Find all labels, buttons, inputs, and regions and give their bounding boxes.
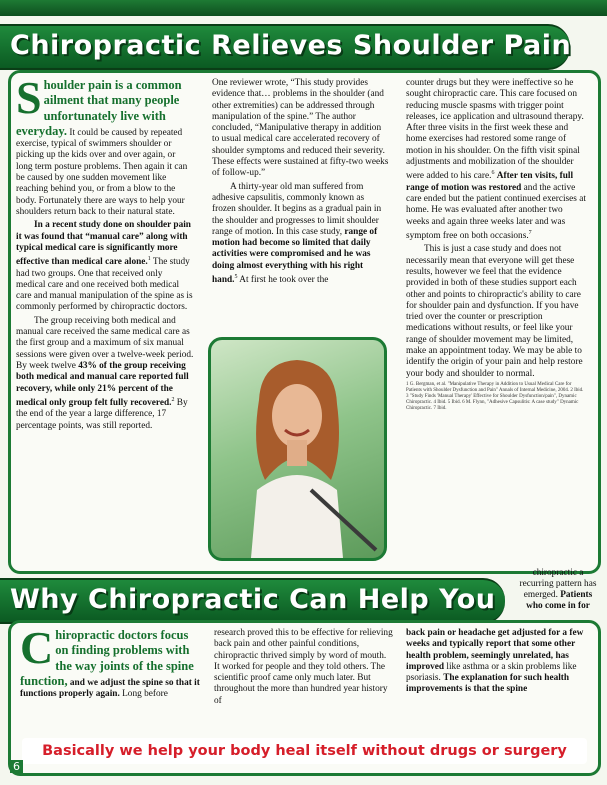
article-1-column-2: One reviewer wrote, “This study provides evidence that… problems in the shoulder (and other extremities) can be addressed through manipulation of the spine.” The author concluded, “Manipulative therapy in addition to usual medical care accelerated recovery of shoulder symptoms and reduced their severity. These effects were sustained at fifty-two weeks of follow-up.” A thirty-year old man suffered from adhesive capsulitis, commonly known as frozen shoulder. It begins as a gradual pain in the shoulder and progresses to limit shoulder range of motion. In this case study, range of motion had become so limited that daily activities were compromised and he was doing almost everything with his right hand.$^5$ At first he took over the: [212, 78, 389, 286]
sidebar-text-1: chiropractic a recurring pattern has emerged.: [519, 568, 597, 600]
sidebar-text-2: Patients who come in for: [526, 590, 593, 611]
title-banner-1: [0, 24, 570, 70]
paragraph: like asthma or a skin problems like psoriasis.: [406, 661, 577, 684]
paragraph: counter drugs but they were ineffective so he sought chiropractic care. This care focused on reducing muscle spasms with trigger point releases, ice application and ultrasound therapy. After three visits in the first week these and home exercises had restored some range of motion in his shoulder. On the fifth visit spinal adjustments and mobilization of the shoulder were added to his care.: [406, 78, 584, 182]
article-title-1: Chiropractic Relieves Shoulder Pain: [10, 30, 572, 61]
highlight-text: and we adjust the spine so that it functions properly again.: [20, 677, 200, 700]
paragraph: By the end of the year a large difference, 17 percentage points, was still reported.: [16, 397, 188, 431]
highlight-text: range of motion had become so limited that daily activities were compromised and he was doing almost everything with his right hand.: [212, 226, 378, 286]
article-2-column-2: [214, 628, 394, 734]
lead-text: hiropractic doctors focus on finding problems with the way joints of the spine function,: [20, 628, 194, 688]
highlight-text: In a recent study done on shoulder pain it was found that “manual care” along with typical medical care is significantly more effective than medical care alone.: [16, 220, 191, 268]
paragraph: It could be caused by repeated exercise, typical of swimmers shoulder or picking up the kids over and over again, or long term posture problems. Then again it can be caused by one sudden movement like reaching behind you, or from a blow to the body. Fortunately there are ways to help your shoulders return back to their natural state.: [16, 127, 188, 217]
article-1-column-3: counter drugs but they were ineffective so he sought chiropractic care. This care focused on reducing muscle spasms with trigger point releases, ice application and ultrasound therapy. After three visits in the first week these and home exercises had restored some range of motion in his shoulder. On the fifth visit spinal adjustments and mobilization of the shoulder were added to his care.$^6$ After ten visits, full range of motion was restored and the active care ended but the patient continued exercises at home. He was evaluated after another two weeks and again three weeks later and was symptom free on both occasions.$^7$ This is just a case study and does not necessarily mean that everyone will get these results, however we feel that the evidence provided in both of these studies support each other and points to chiropractic's ability to care for shoulder pain and dysfunction. If you have tried over the counter or prescription medications without results, or feel like your range of shoulder movement may be limited, make an appointment today. We may be able to identify the origin of your pain and help restore your body and shoulder to normal. 1 G. Bergman, et al. "Manipulative Therapy in Addition to Usual Medical Care for Patients with Shoulder Dysfunction and Pain" Annals of Internal Medicine, 2004. 2 Ibid. 3 "Study Finds 'Manual Therapy' Effective for Shoulder Dysfunction/pain", Dynamic Chiropractic. 4 Ibid. 5 Ibid. 6 M. Flynn, "Adhesive Capsulitis: A case study" Dynamic Chiropractic. 7 Ibid.: [406, 78, 586, 411]
paragraph: One reviewer wrote, “This study provides evidence that… problems in the shoulder (and other extremities) can be addressed through manipulation of the spine.” The author concluded, “Manipulative therapy in addition to usual medical care accelerated recovery of shoulder symptoms and reduced their severity. These effects were sustained at fifty-two weeks of follow-up.”: [212, 78, 389, 179]
paragraph: The group receiving both medical and manual care received the same medical care as the first group and a maximum of six manual sessions were given over a twelve-week period. By week twelve: [16, 315, 194, 371]
paragraph: research proved this to be effective for relieving back pain and other painful conditions, chiropractic thrived simply by word of mouth. It worked for people and they told others. The scientific proof came only much later. But throughout the more than hundred year history of: [214, 628, 393, 706]
highlight-text: The explanation for such health improvements is that the spine: [406, 673, 570, 695]
sidebar-text: [519, 568, 597, 612]
top-bar: [0, 0, 607, 16]
article-2-column-1: [20, 628, 200, 734]
paragraph: Long before: [122, 689, 168, 700]
page-number: 6: [10, 760, 23, 773]
drop-cap: S: [16, 78, 42, 123]
paragraph: This is just a case study and does not necessarily mean that everyone will get these results, however we feel that the evidence provided in both of these studies support each other and points to chiropractic's ability to care for shoulder pain and dysfunction. If you have tried over the counter or prescription medications without results, or feel like your range of shoulder movement may be limited, make an appointment today. We may be able to identify the origin of your pain and help restore your body and shoulder to normal.: [406, 244, 583, 379]
paragraph: The study had two groups. One that received only medical care and one received both medical care and manual manipulation of the spine as is commonly performed by chiropractic doctors.: [16, 257, 193, 313]
drop-cap: C: [20, 628, 54, 673]
highlight-text: After ten visits, full range of motion was restored: [406, 171, 574, 193]
tagline: Basically we help your body heal itself without drugs or surgery: [22, 738, 587, 764]
paragraph: and the active care ended but the patient continued exercises at home. He was evaluated after another two weeks and again three weeks later and was symptom free on both occasions.: [406, 182, 586, 242]
footnotes: 1 G. Bergman, et al. "Manipulative Therapy in Addition to Usual Medical Care for Patients with Shoulder Dysfunction and Pain" Annals of Internal Medicine, 2004. 2 Ibid. 3 "Study Finds 'Manual Therapy' Effective for Shoulder Dysfunction/pain", Dynamic Chiropractic. 4 Ibid. 5 Ibid. 6 M. Flynn, "Adhesive Capsulitis: A case study" Dynamic Chiropractic. 7 Ibid.: [406, 381, 584, 411]
title-banner-2: [0, 578, 505, 624]
woman-photo: [208, 337, 387, 561]
paragraph: A thirty-year old man suffered from adhesive capsulitis, commonly known as frozen shoulder. It begins as a gradual pain in the shoulder and progresses to limit shoulder range of motion. In this case study,: [212, 181, 382, 237]
highlight-text: back pain or headache get adjusted for a few weeks and typically report that some other health problem, seemingly unrelated, has improved: [406, 628, 584, 672]
article-1-column-1: S houlder pain is a common ailment that many people unfortunately live with everyday. It could be caused by repeated exercise, typical of swimmers shoulder or picking up the kids over and over again, or long term posture problems. Then again it can be caused by one sudden movement like reaching behind you, or from a blow to the body. Fortunately there are ways to help your shoulders return back to their natural state. In a recent study done on shoulder pain it was found that “manual care” along with typical medical care is significantly more effective than medical care alone.$^1$ The study had two groups. One that received only medical care and one received both medical care and manual manipulation of the spine as is commonly performed by chiropractic doctors. The group receiving both medical and manual care received the same medical care as the first group and a maximum of six manual sessions were given over a twelve-week period. By week twelve 43% of the group receiving both medical and manual care reported full recovery, while only 21% percent of the medical only group felt fully recovered.$^2$ By the end of the year a large difference, 17 percentage points, was still reported.: [16, 78, 194, 431]
article-title-2: Why Chiropractic Can Help You: [10, 584, 496, 615]
article-2-column-3: [406, 628, 586, 734]
woman-illustration: [211, 340, 384, 558]
paragraph: At first he took over the: [239, 275, 329, 286]
highlight-text: 43% of the group receiving both medical and manual care reported full recovery, while only 21% percent of the medical only group felt fully recovered.: [16, 360, 189, 408]
lead-text: houlder pain is a common ailment that many people unfortunately live with everyday.: [16, 78, 182, 138]
